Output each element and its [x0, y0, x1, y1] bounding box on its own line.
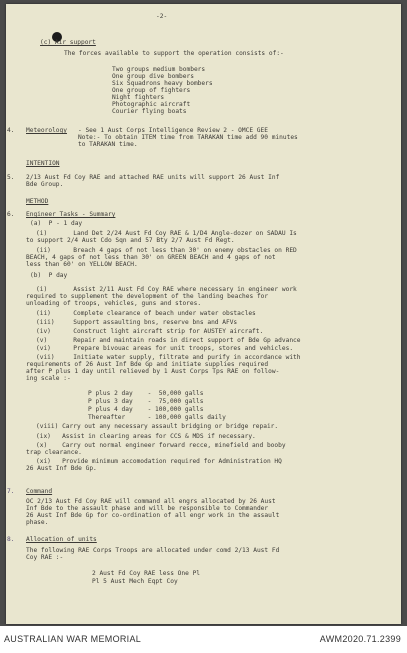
meteorology-line: - See 1 Aust Corps Intelligence Review 2 - OMCE GEE	[78, 127, 268, 134]
para-number-7: 7.	[7, 488, 15, 495]
task-line: required to supplement the development of the landing beaches for	[26, 293, 269, 300]
allocation-line: Coy RAE :-	[26, 554, 64, 561]
task-line: (ii) Complete clearance of beach under water obstacles	[36, 310, 256, 317]
task-line: after P plus 1 day until relieved by 1 Aust Corps Tps RAE on follow-	[26, 368, 280, 375]
para-number-6: 6.	[7, 211, 15, 218]
task-line: (ix) Assist in clearing areas for CCS & MDS if necessary.	[36, 433, 256, 440]
task-line: (v) Repair and maintain roads in direct support of Bde Gp advance	[36, 337, 301, 344]
task-line: (viii) Carry out any necessary assault bridging or bridge repair.	[36, 423, 279, 430]
air-force-item: One group of fighters	[112, 87, 191, 94]
para-number-4: 4.	[7, 127, 15, 134]
intention-heading: INTENTION	[26, 160, 60, 167]
air-force-item: Courier flying boats	[112, 108, 187, 115]
water-scale-row: P plus 2 day - 50,000 galls	[88, 390, 204, 397]
task-line: (xi) Provide minimum accomodation required for Administration HQ	[36, 458, 282, 465]
meteorology-heading: Meteorology	[26, 127, 67, 134]
task-line: BEACH, 4 gaps of not less than 30' on GREEN BEACH and 4 gaps of not	[26, 254, 276, 261]
task-line: 26 Aust Inf Bde Gp.	[26, 465, 97, 472]
task-line: ing scale :-	[26, 375, 71, 382]
task-line: (x) Carry out normal engineer forward recce, minefield and booby	[36, 442, 286, 449]
command-heading: Command	[26, 488, 53, 495]
task-line: (iv) Construct light aircraft strip for AUSTEY aircraft.	[36, 328, 264, 335]
air-support-heading: (c) Air support	[40, 39, 96, 46]
document-page	[6, 4, 401, 624]
command-line: OC 2/13 Aust Fd Coy RAE will command all engrs allocated by 26 Aust	[26, 498, 276, 505]
task-line: trap clearance.	[26, 449, 82, 456]
water-scale-row: P plus 4 day - 100,000 galls	[88, 406, 204, 413]
air-force-item: One group dive bombers	[112, 73, 194, 80]
air-support-line: The forces available to support the operation consists of:-	[64, 50, 284, 57]
allocation-heading: Allocation of units	[26, 536, 97, 543]
para-number-5: 5.	[7, 174, 15, 181]
task-line: to support 2/4 Aust Cdo Sqn and 57 Bty 2/7 Aust Fd Regt.	[26, 237, 235, 244]
water-scale-row: Thereafter - 100,000 galls daily	[88, 414, 226, 421]
allocation-line: The following RAE Corps Troops are allocated under comd 2/13 Aust Fd	[26, 547, 280, 554]
archive-footer	[0, 626, 407, 653]
page-number: -2-	[156, 13, 168, 20]
task-line: (vi) Prepare bivouac areas for unit troops, stores and vehicles.	[36, 345, 294, 352]
command-line: 26 Aust Inf Bde Gp for co-ordination of all engr work in the assault	[26, 512, 280, 519]
task-line: (a) P - 1 day	[30, 220, 83, 227]
footer-accession-id: AWM2020.71.2399	[319, 634, 401, 644]
task-line: less than 60' on YELLOW BEACH.	[26, 261, 138, 268]
task-line: (vii) Initiate water supply, filtrate and purify in accordance with	[36, 354, 301, 361]
command-line: Inf Bde to the assault phase and will be responsible to Commander	[26, 505, 269, 512]
task-line: (i) Land Det 2/24 Aust Fd Coy RAE & 1/D4 Angle-dozer on SADAU Is	[36, 230, 297, 237]
meteorology-line: Note:- To obtain ITEM time from TARAKAN time add 90 minutes	[78, 134, 298, 141]
water-scale-row: P plus 3 day - 75,000 galls	[88, 398, 204, 405]
para-number-8: 8.	[7, 536, 15, 543]
air-force-item: Photographic aircraft	[112, 101, 191, 108]
task-line: (ii) Breach 4 gaps of not less than 30' on enemy obstacles on RED	[36, 247, 297, 254]
air-force-item: Six Squadrons heavy bombers	[112, 80, 213, 87]
task-line: (b) P day	[30, 272, 68, 279]
task-line: (iii) Support assaulting bns, reserve bns and AFVs	[36, 319, 238, 326]
engineer-tasks-heading: Engineer Tasks - Summary	[26, 211, 116, 218]
intention-line: Bde Group.	[26, 181, 64, 188]
footer-institution: AUSTRALIAN WAR MEMORIAL	[4, 634, 142, 644]
method-heading: METHOD	[26, 198, 49, 205]
allocated-unit: 2 Aust Fd Coy RAE less One Pl	[92, 570, 201, 577]
meteorology-line: to TARAKAN time.	[78, 141, 138, 148]
allocated-unit: Pl 5 Aust Mech Eqpt Coy	[92, 578, 178, 585]
air-force-item: Night fighters	[112, 94, 165, 101]
intention-line: 2/13 Aust Fd Coy RAE and attached RAE units will support 26 Aust Inf	[26, 174, 280, 181]
task-line: requirements of 26 Aust Inf Bde Gp and initiate supplies required	[26, 361, 269, 368]
command-line: phase.	[26, 519, 49, 526]
air-force-item: Two groups medium bombers	[112, 66, 206, 73]
task-line: unloading of troops, vehicles, guns and stores.	[26, 300, 202, 307]
task-line: (i) Assist 2/11 Aust Fd Coy RAE where necessary in engineer work	[36, 286, 297, 293]
